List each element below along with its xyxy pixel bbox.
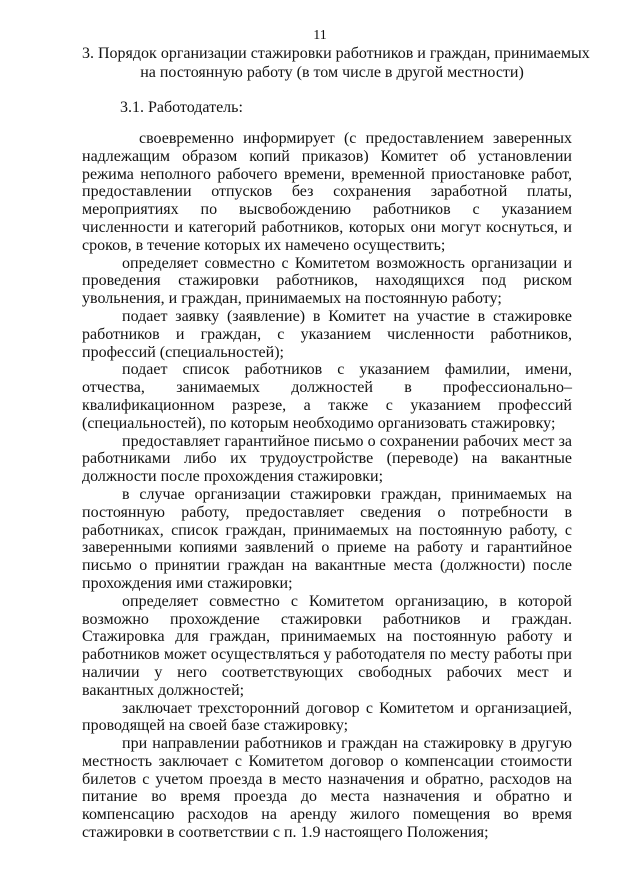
paragraph-tripartite-contract: заключает трехсторонний договор с Комитетом и организацией, проводящей на своей базе стажировку; [82, 699, 572, 735]
section-heading-line-2: на постоянную работу (в том числе в другой местности) [140, 64, 524, 81]
paragraph-determine-organization: определяет совместно с Комитетом организацию, в которой возможно прохождение стажировки работников и граждан. Стажировка для граждан, принимаемых на постоянную работу и работников может осуществляться у работодателя по месту работы при наличии у него соответствующих свободных рабочих мест и вакантных должностей; [82, 592, 572, 699]
section-heading-line-1: 3. Порядок организации стажировки работников и граждан, принимаемых [82, 45, 590, 62]
section-heading [82, 44, 590, 82]
paragraph-citizens-internship: в случае организации стажировки граждан, принимаемых на постоянную работу, предоставляет сведения о потребности в работниках, список граждан, принимаемых на постоянную работу, с заверенными копиями заявлений о приеме на работу и гарантийное письмо о принятии граждан на вакантные места (должности) после прохождения ими стажировки; [82, 485, 572, 592]
page-number: 11 [313, 28, 327, 43]
paragraph-compensation-contract: при направлении работников и граждан на стажировку в другую местность заключает с Комитетом договор о компенсации стоимости билетов с учетом проезда в место назначения и обратно, расходов на питание во время проезда до места назначения и обратно и компенсацию расходов на аренду жилого помещения во время стажировки в соответствии с п. 1.9 настоящего Положения; [82, 735, 572, 842]
paragraph-inform-committee: своевременно информирует (с предоставлением заверенных надлежащим образом копий приказов) Комитет об установлении режима неполного рабочего времени, временной приостановке работ, предоставлении отпусков без сохранения заработной платы, мероприятиях по высвобождению работников с указанием численности и категорий работников, которых они могут коснуться, и сроков, в течение которых их намечено осуществить; [82, 130, 572, 254]
subsection-title: 3.1. Работодатель: [120, 99, 243, 116]
paragraph-guarantee-letter: предоставляет гарантийное письмо о сохранении рабочих мест за работниками либо их трудоустройстве (переводе) на вакантные должности после прохождения стажировки; [82, 432, 572, 486]
paragraph-submit-employee-list: подает список работников с указанием фамилии, имени, отчества, занимаемых должностей в профессионально–квалификационном разрезе, а также с указанием профессий (специальностей), по которым необходимо организовать стажировку; [82, 361, 572, 432]
paragraph-submit-application: подает заявку (заявление) в Комитет на участие в стажировке работников и граждан, с указанием численности работников, профессий (специальностей); [82, 307, 572, 361]
paragraph-determine-possibility: определяет совместно с Комитетом возможность организации и проведения стажировки работников, находящихся под риском увольнения, и граждан, принимаемых на постоянную работу; [82, 254, 572, 308]
body-text [82, 130, 572, 842]
